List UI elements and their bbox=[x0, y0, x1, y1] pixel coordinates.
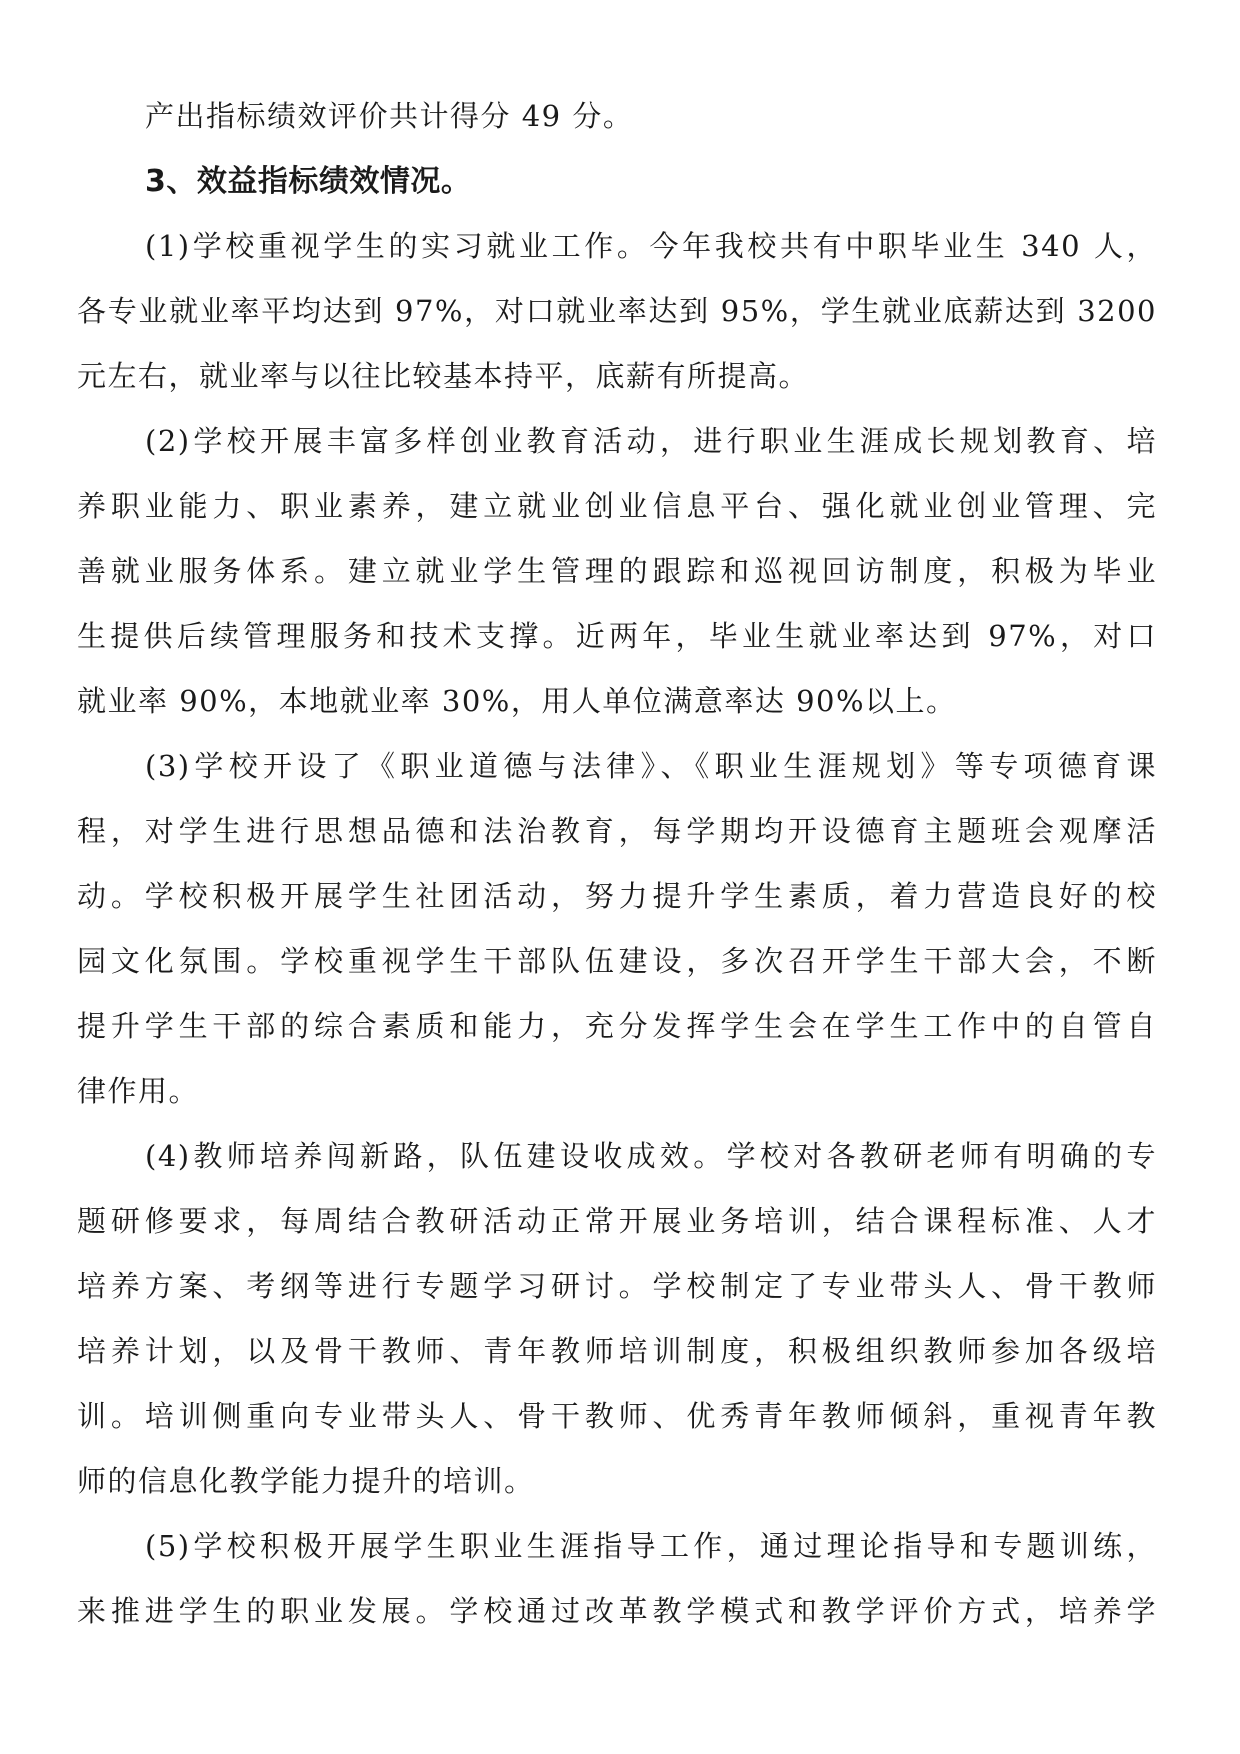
paragraph-3-line: 园文化氛围。学校重视学生干部队伍建设，多次召开学生干部大会，不断 bbox=[77, 944, 1157, 978]
paragraph-3-line: (3)学校开设了《职业道德与法律》、《职业生涯规划》等专项德育课 bbox=[145, 749, 1157, 783]
paragraph-2-line: (2)学校开展丰富多样创业教育活动，进行职业生涯成长规划教育、培 bbox=[145, 424, 1157, 458]
section-heading: 3、效益指标绩效情况。 bbox=[145, 164, 472, 199]
paragraph-2-line: 生提供后续管理服务和技术支撑。近两年，毕业生就业率达到 97%，对口 bbox=[77, 619, 1157, 653]
paragraph-1-line: (1)学校重视学生的实习就业工作。今年我校共有中职毕业生 340 人， bbox=[145, 229, 1157, 263]
paragraph-2-line: 养职业能力、职业素养，建立就业创业信息平台、强化就业创业管理、完 bbox=[77, 489, 1157, 523]
paragraph-4-line: 训。培训侧重向专业带头人、骨干教师、优秀青年教师倾斜，重视青年教 bbox=[77, 1399, 1157, 1433]
paragraph-4-line: (4)教师培养闯新路，队伍建设收成效。学校对各教研老师有明确的专 bbox=[145, 1139, 1157, 1173]
paragraph-2-line: 就业率 90%，本地就业率 30%，用人单位满意率达 90%以上。 bbox=[77, 684, 957, 718]
paragraph-4-line: 培养计划，以及骨干教师、青年教师培训制度，积极组织教师参加各级培 bbox=[77, 1334, 1157, 1368]
paragraph-1-line: 各专业就业率平均达到 97%，对口就业率达到 95%，学生就业底薪达到 3200 bbox=[77, 294, 1157, 328]
paragraph-4-line: 题研修要求，每周结合教研活动正常开展业务培训，结合课程标准、人才 bbox=[77, 1204, 1157, 1238]
paragraph-3-line: 动。学校积极开展学生社团活动，努力提升学生素质，着力营造良好的校 bbox=[77, 879, 1157, 913]
paragraph-4-line: 师的信息化教学能力提升的培训。 bbox=[77, 1464, 535, 1498]
paragraph-5-line: (5)学校积极开展学生职业生涯指导工作，通过理论指导和专题训练， bbox=[145, 1529, 1157, 1563]
paragraph-3-line: 程，对学生进行思想品德和法治教育，每学期均开设德育主题班会观摩活 bbox=[77, 814, 1157, 848]
paragraph-4-line: 培养方案、考纲等进行专题学习研讨。学校制定了专业带头人、骨干教师 bbox=[77, 1269, 1157, 1303]
paragraph-3-line: 提升学生干部的综合素质和能力，充分发挥学生会在学生工作中的自管自 bbox=[77, 1009, 1157, 1043]
text-line: 产出指标绩效评价共计得分 49 分。 bbox=[145, 99, 634, 133]
paragraph-5-line: 来推进学生的职业发展。学校通过改革教学模式和教学评价方式，培养学 bbox=[77, 1594, 1157, 1628]
document-page bbox=[77, 84, 1157, 1644]
paragraph-1-line: 元左右，就业率与以往比较基本持平，底薪有所提高。 bbox=[77, 359, 810, 393]
paragraph-2-line: 善就业服务体系。建立就业学生管理的跟踪和巡视回访制度，积极为毕业 bbox=[77, 554, 1157, 588]
paragraph-3-line: 律作用。 bbox=[77, 1074, 200, 1108]
